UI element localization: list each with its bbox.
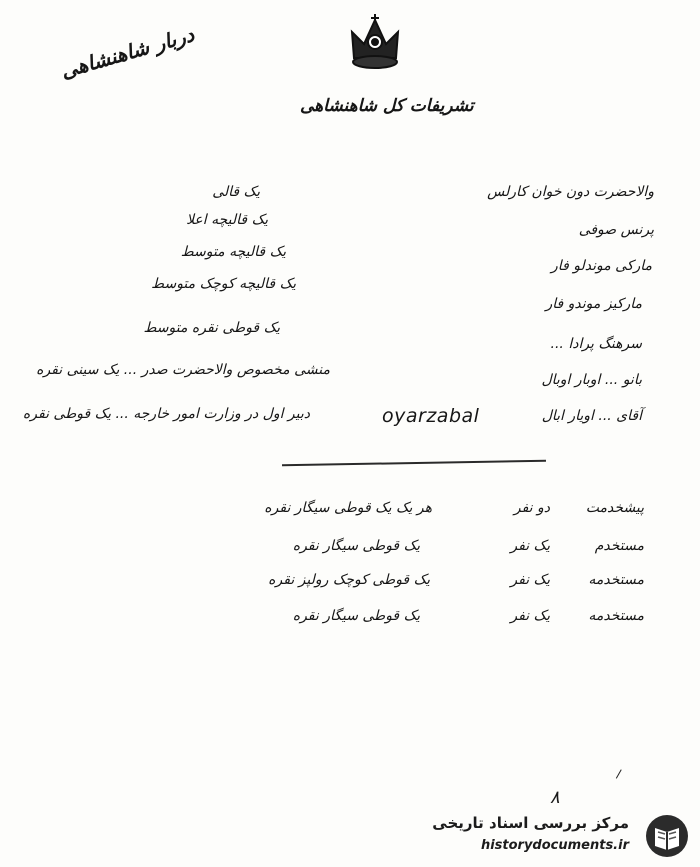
pen-tick-mark — [616, 769, 625, 780]
document-title: تشریفات کل شاهنشاهی — [300, 96, 474, 116]
recipient-item: والاحضرت دون خوان کارلس — [487, 184, 654, 200]
watermark-url: historydocuments.ir — [480, 838, 629, 853]
staff-role: مستخدمه — [588, 572, 644, 588]
gift-item: یک قالیچه متوسط — [180, 244, 286, 260]
staff-count: یک نفر — [510, 572, 550, 588]
section-divider — [282, 460, 546, 467]
margin-note: دربار شاهنشاهی — [58, 22, 197, 84]
staff-count: یک نفر — [510, 538, 550, 554]
gift-item: یک قالیچه کوچک متوسط — [151, 276, 296, 292]
latin-name-note: oyarzabal — [382, 405, 480, 427]
staff-gift: یک قوطی سیگار نقره — [292, 608, 420, 624]
watermark — [410, 808, 695, 863]
recipient-item: پرنس صوفی — [578, 222, 654, 238]
royal-crown-icon — [344, 12, 406, 74]
staff-count: یک نفر — [510, 608, 550, 624]
gift-item: یک قوطی نقره متوسط — [143, 320, 280, 336]
staff-role: مستخدمه — [588, 608, 644, 624]
recipient-item: آقای ... اویار ابال — [541, 408, 642, 424]
staff-role: پیشخدمت — [585, 500, 644, 516]
recipient-item: مارکیز موندو فار — [545, 296, 642, 312]
staff-gift: یک قوطی سیگار نقره — [292, 538, 420, 554]
watermark-name: مرکز بررسی اسناد تاریخی — [432, 814, 629, 832]
staff-gift: یک قوطی کوچک رولپز نقره — [268, 572, 430, 588]
footer-number: ۸ — [550, 787, 560, 808]
staff-count: دو نفر — [513, 500, 550, 516]
staff-role: مستخدم — [594, 538, 644, 554]
recipient-item: سرهنگ پرادا ... — [550, 336, 642, 352]
recipient-item: مارکی موندلو فار — [551, 258, 652, 274]
gift-item: منشی مخصوص والاحضرت صدر ... یک سینی نقره — [36, 362, 330, 378]
gift-item: دبیر اول در وزارت امور خارجه ... یک قوطی نقره — [22, 406, 310, 422]
gift-item: یک قالیچه اعلا — [186, 212, 268, 228]
book-emblem-icon — [643, 812, 691, 860]
staff-gift: هر یک یک قوطی سیگار نقره — [264, 500, 432, 516]
recipient-item: بانو ... اوبار اوبال — [541, 372, 642, 388]
gift-item: یک قالی — [212, 184, 260, 200]
